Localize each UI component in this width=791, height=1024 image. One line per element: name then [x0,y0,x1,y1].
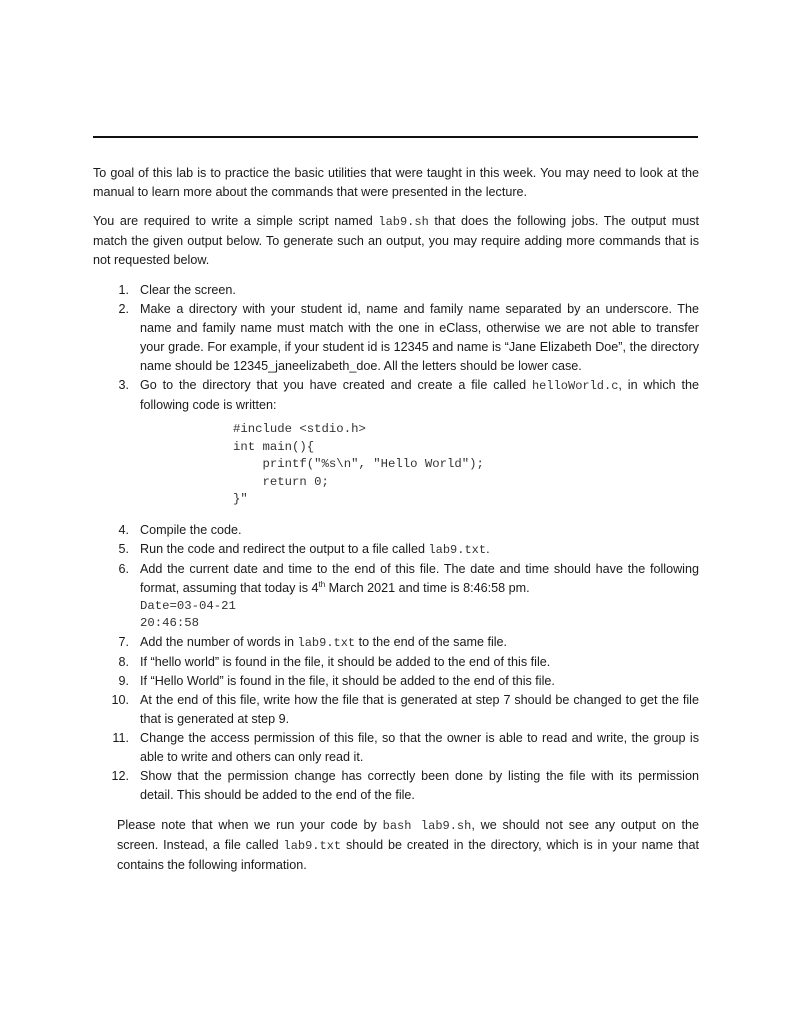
time-example: 20:46:58 [140,616,200,630]
list-item: 2. Make a directory with your student id, name and family name separated by an underscore. The name and family name must match with the one in eClass, otherwise we are not able to transfer your grade. For example, if your student id is 12345 and name is “Jane Elizabeth Doe”, the directory name should be 12345_janeelizabeth_doe. All the letters should be lower case. [118,302,699,373]
code-block [233,421,699,509]
list-item: 8. If “hello world” is found in the file, it should be added to the end of this file. [118,654,551,669]
list-item: 3. Go to the directory that you have created and create a file called helloWorld.c, in which the following code is written: [118,378,700,412]
list-item: 9. If “Hello World” is found in the file, it should be added to the end of this file. [118,673,555,688]
file-name: lab9.txt [428,542,487,557]
list-item: 1. Clear the screen. [118,283,236,297]
code-line: }" [233,492,248,506]
code-line: printf("%s\n", "Hello World"); [233,457,484,471]
document-body [93,164,699,875]
list-item: 10. At the end of this file, write how the file that is generated at step 7 should be changed to get the file that is generated at step 9. [111,692,699,726]
code-line: return 0; [233,474,329,489]
steps-list-final [93,633,699,805]
header-rule [93,136,698,138]
code-line: int main(){ [233,439,315,454]
list-item: 6. Add the current date and time to the end of this file. The date and time should have the following format, assuming that today is 4th March 2021 and time is 8:46:58 pm. [118,561,699,595]
list-item: 4. Compile the code. [118,522,242,537]
list-item: 12. Show that the permission change has correctly been done by listing the file with its permission detail. This should be added to the end of the file. [111,768,699,802]
code-line: #include <stdio.h> [233,422,366,436]
task-paragraph: You are required to write a simple script named lab9.sh that does the following jobs. The output must match the given output below. To generate such an output, you may require adding more commands that is not requested below. [93,214,700,267]
date-example: Date=03-04-21 [140,598,236,613]
list-item: 5. Run the code and redirect the output to a file called lab9.txt. [118,541,490,557]
file-name: lab9.txt [297,635,356,650]
script-name: lab9.sh [378,215,429,229]
steps-list-continued [93,521,699,598]
list-item: 11. Change the access permission of this file, so that the owner is able to read and write, the group is able to write and others can only read it. [112,730,699,764]
file-name: helloWorld.c [531,379,619,393]
steps-list [93,281,699,415]
list-item: 7. Add the number of words in lab9.txt to the end of the same file. [118,634,508,650]
intro-paragraph: To goal of this lab is to practice the basic utilities that were taught in this week. You may need to look at the manual to learn more about the commands that were presented in the lecture. [93,166,699,199]
file-name: lab9.txt [283,838,342,853]
final-note: Please note that when we run your code by bash lab9.sh, we should not see any output on the screen. Instead, a file called lab9.txt should be created in the directory, which is in your name that contains the following information. [117,817,699,872]
bash-command: bash lab9.sh [382,818,472,833]
